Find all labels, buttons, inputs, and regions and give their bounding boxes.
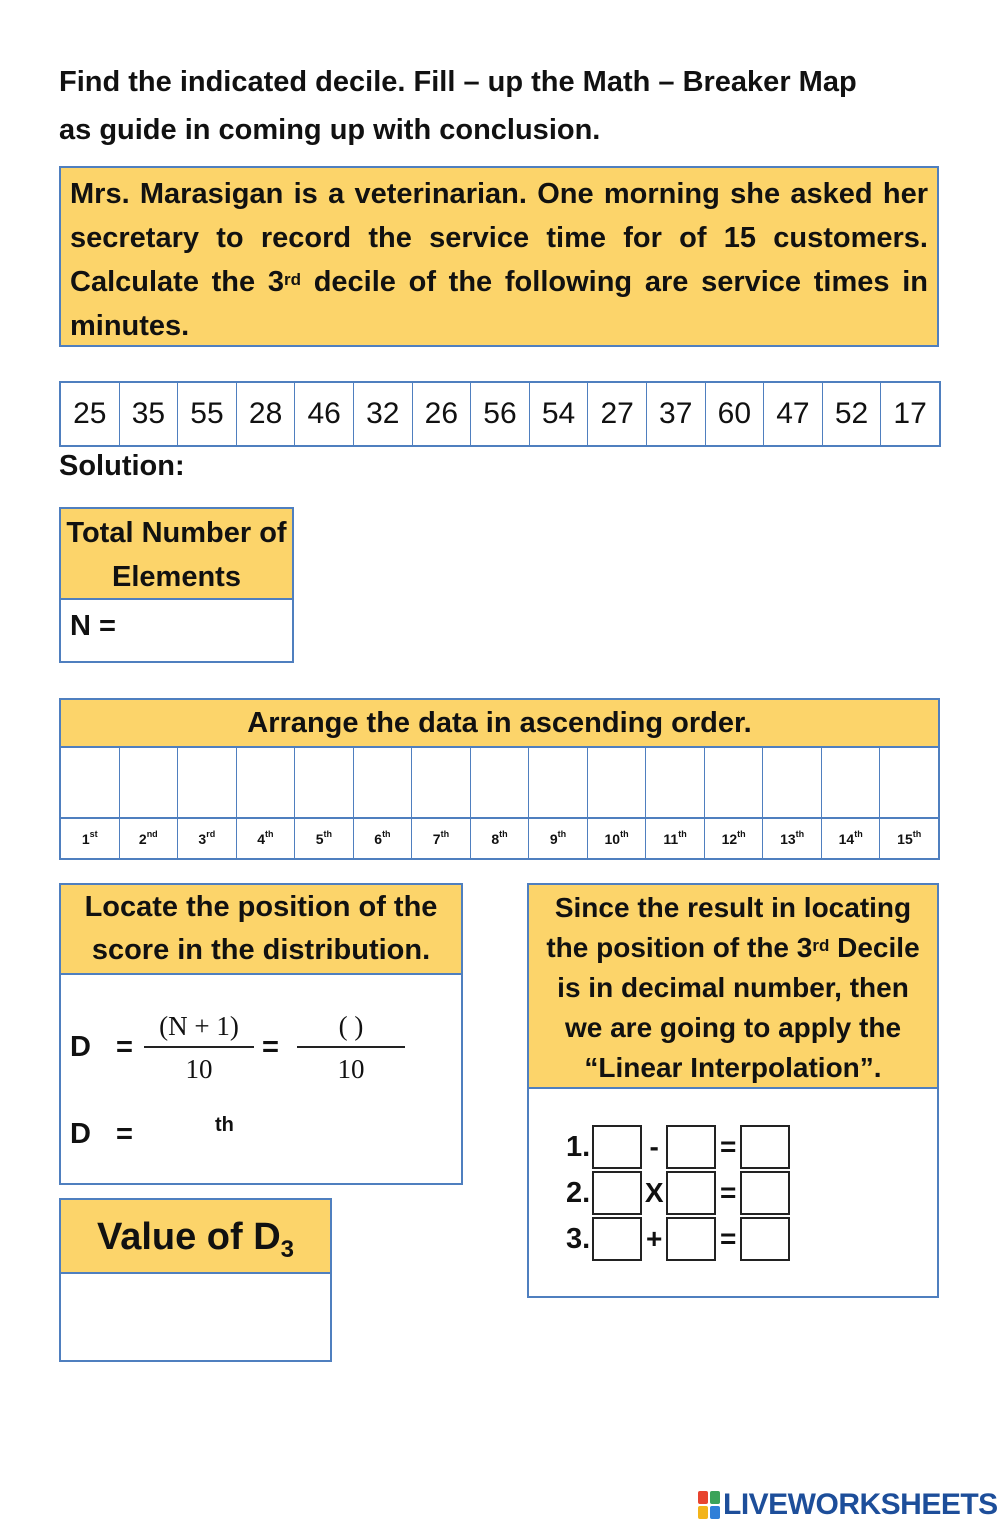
formula-numerator: (N + 1): [159, 1011, 239, 1041]
total-number-heading-text: Total Number of Elements: [66, 517, 287, 593]
logo-square-2: [710, 1491, 720, 1504]
ordinal-label: [646, 819, 705, 858]
instructions: [59, 58, 949, 154]
since-line-1: Since the result in locating: [554, 892, 912, 923]
data-value-cell: 52: [823, 383, 882, 445]
arrange-heading: Arrange the data in ascending order.: [61, 700, 938, 748]
ordinal-suffix: st: [89, 828, 98, 839]
d-label-2: D: [70, 1118, 91, 1150]
instructions-line-2: as guide in coming up with conclusion.: [59, 114, 601, 146]
equals-1: =: [116, 1031, 133, 1063]
step-blank-1[interactable]: [592, 1217, 642, 1261]
ordinal-suffix: th: [737, 828, 746, 839]
step-result-blank[interactable]: [740, 1125, 790, 1169]
data-value-cell: 46: [295, 383, 354, 445]
ordinal-number: 4: [257, 830, 265, 847]
locate-heading: [61, 885, 461, 975]
ordinal-suffix: th: [678, 828, 687, 839]
ordinal-number: 6: [374, 830, 383, 847]
logo-text: LIVEWORKSHEETS: [723, 1488, 998, 1521]
ordinal-suffix: nd: [146, 828, 158, 839]
locate-position-box: [59, 883, 463, 1185]
step-blank-2[interactable]: [666, 1125, 716, 1169]
ordinal-label: [529, 819, 588, 858]
since-line-2-end: Decile: [829, 932, 920, 963]
arrange-answer-row: [61, 748, 938, 819]
step-blank-1[interactable]: [592, 1125, 642, 1169]
arrange-answer-box[interactable]: [354, 748, 413, 817]
arrange-answer-box[interactable]: [178, 748, 237, 817]
total-number-heading: [61, 509, 292, 600]
data-value-cell: 54: [530, 383, 589, 445]
step-blank-1[interactable]: [592, 1171, 642, 1215]
data-value-cell: 47: [764, 383, 823, 445]
logo-square-3: [698, 1506, 708, 1519]
ordinal-label: [354, 819, 413, 858]
ordinal-label: [295, 819, 354, 858]
arrange-answer-box[interactable]: [822, 748, 881, 817]
value-heading: [61, 1200, 330, 1274]
locate-heading-line-1: Locate the position of the: [84, 891, 438, 923]
ordinal-label: [120, 819, 179, 858]
data-value-cell: 28: [237, 383, 296, 445]
n-label: N =: [70, 610, 116, 642]
ordinal-number: 7: [432, 830, 441, 847]
data-value-cell: 26: [413, 383, 472, 445]
ordinal-label: [412, 819, 471, 858]
arrange-answer-box[interactable]: [880, 748, 938, 817]
step-number: 1.: [566, 1130, 591, 1163]
ordinal-number: 8: [491, 830, 500, 847]
step-equals: =: [720, 1131, 737, 1162]
value-heading-sub: 3: [280, 1236, 295, 1263]
logo-square-1: [698, 1491, 708, 1504]
data-value-cell: 56: [471, 383, 530, 445]
arrange-answer-box[interactable]: [120, 748, 179, 817]
ordinal-suffix: th: [795, 828, 805, 839]
step-number: 2.: [566, 1176, 591, 1209]
data-value-cell: 32: [354, 383, 413, 445]
arrange-answer-box[interactable]: [471, 748, 530, 817]
value-box: [59, 1198, 332, 1362]
liveworksheets-logo: [698, 1488, 998, 1522]
data-value-cell: 25: [61, 383, 120, 445]
equals-3: =: [116, 1118, 133, 1150]
ordinal-label: [763, 819, 822, 858]
arrange-ordinal-row: [61, 819, 938, 858]
step-blank-2[interactable]: [666, 1217, 716, 1261]
ordinal-number: 3: [198, 830, 207, 847]
ordinal-suffix: th: [440, 828, 450, 839]
ordinal-suffix: th: [912, 828, 922, 839]
ordinal-number: 10: [604, 830, 621, 847]
ordinal-suffix: th: [265, 828, 274, 839]
data-value-cell: 27: [588, 383, 647, 445]
since-line-4: we are going to apply the: [564, 1012, 902, 1043]
logo-mark-icon: [698, 1491, 720, 1519]
arrange-table: [59, 698, 940, 860]
d-label-1: D: [70, 1031, 91, 1063]
ordinal-suffix: th: [557, 828, 567, 839]
since-line-5: “Linear Interpolation”.: [584, 1052, 882, 1083]
problem-statement: [59, 166, 939, 347]
step-operator: +: [646, 1223, 663, 1254]
data-value-cell: 37: [647, 383, 706, 445]
arrange-answer-box[interactable]: [237, 748, 296, 817]
total-number-box: [59, 507, 294, 663]
instructions-line-1: Find the indicated decile. Fill – up the Math – Breaker Map: [59, 66, 857, 98]
ordinal-number: 15: [897, 830, 913, 847]
step-number: 3.: [566, 1222, 591, 1255]
ordinal-suffix: th: [499, 828, 508, 839]
value-heading-text: Value of D: [96, 1216, 281, 1258]
arrange-answer-box[interactable]: [646, 748, 705, 817]
step-result-blank[interactable]: [740, 1171, 790, 1215]
interpolation-step: [566, 1125, 790, 1169]
ordinal-label: [822, 819, 881, 858]
since-line-3: is in decimal number, then: [557, 972, 909, 1003]
answer-numerator: ( ): [338, 1011, 364, 1041]
interpolation-box: [527, 883, 939, 1298]
arrange-answer-box[interactable]: [529, 748, 588, 817]
ordinal-number: 1: [81, 830, 90, 847]
equals-2: =: [262, 1031, 279, 1063]
arrange-answer-box[interactable]: [61, 748, 120, 817]
locate-heading-line-2: score in the distribution.: [91, 934, 431, 966]
data-value-cell: 55: [178, 383, 237, 445]
problem-text-end: decile of the following are service times in minutes.: [70, 266, 929, 342]
solution-label: Solution:: [59, 450, 185, 482]
data-value-cell: 17: [893, 397, 927, 430]
since-line-2-start: the position of the 3: [546, 932, 813, 963]
problem-sup: rd: [283, 270, 301, 289]
data-value-cell: 60: [706, 383, 765, 445]
ordinal-suffix: th: [323, 828, 333, 839]
step-operator: -: [649, 1131, 659, 1162]
ordinal-number: 9: [549, 830, 558, 847]
answer-fraction[interactable]: [297, 1011, 405, 1085]
step-result-blank[interactable]: [740, 1217, 790, 1261]
ordinal-label: [705, 819, 764, 858]
data-table: [59, 381, 941, 447]
ordinal-label: [178, 819, 237, 858]
step-blank-2[interactable]: [666, 1171, 716, 1215]
value-answer[interactable]: [61, 1274, 330, 1360]
ordinal-number: 2: [138, 830, 147, 847]
ordinal-label: [588, 819, 647, 858]
since-line-2-sup: rd: [812, 936, 830, 955]
ordinal-number: 12: [721, 830, 738, 847]
formula-fraction: [144, 1011, 254, 1085]
ordinal-number: 13: [780, 830, 796, 847]
interpolation-step: [566, 1171, 790, 1215]
th-suffix: th: [215, 1114, 234, 1136]
step-equals: =: [720, 1177, 737, 1208]
arrange-answer-box[interactable]: [412, 748, 471, 817]
data-value-cell: 35: [120, 383, 179, 445]
since-line-2: [529, 928, 937, 968]
arrange-answer-box[interactable]: [588, 748, 647, 817]
arrange-answer-box[interactable]: [705, 748, 764, 817]
ordinal-suffix: th: [854, 828, 863, 839]
answer-denominator: 10: [337, 1054, 365, 1084]
step-operator: X: [644, 1177, 664, 1208]
problem-text-start: Mrs. Marasigan is a veterinarian. One morning she asked her secretary to record the service time for of 15 customers. Calculate the 3: [70, 178, 928, 298]
ordinal-label: [880, 819, 938, 858]
arrange-answer-box[interactable]: [763, 748, 822, 817]
interpolation-step: [566, 1217, 790, 1261]
total-number-answer[interactable]: [61, 600, 292, 643]
ordinal-number: 14: [838, 830, 855, 847]
interpolation-heading: [529, 885, 937, 1089]
formula-denominator: 10: [185, 1054, 213, 1084]
ordinal-number: 5: [315, 830, 324, 847]
step-equals: =: [720, 1223, 737, 1254]
ordinal-suffix: th: [620, 828, 629, 839]
ordinal-suffix: th: [382, 828, 391, 839]
arrange-answer-box[interactable]: [295, 748, 354, 817]
ordinal-label: [471, 819, 530, 858]
logo-square-4: [710, 1506, 720, 1519]
ordinal-suffix: rd: [206, 828, 216, 839]
ordinal-number: 11: [663, 830, 679, 847]
ordinal-label: [237, 819, 296, 858]
ordinal-label: [61, 819, 120, 858]
